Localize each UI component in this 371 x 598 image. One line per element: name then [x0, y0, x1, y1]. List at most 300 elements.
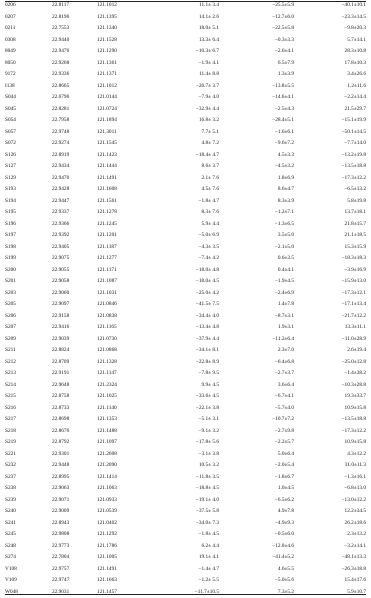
latitude-cell: 22.9416 — [52, 322, 97, 334]
value-b-cell: 3.6±6.4 — [219, 380, 294, 392]
value-a-cell: −5.1± 3.1 — [153, 414, 219, 426]
value-b-cell: 8.6±4.7 — [219, 184, 294, 196]
value-a-cell: −41.5± 7.5 — [153, 299, 219, 311]
longitude-cell: 121.1395 — [97, 12, 153, 24]
station-id-cell: S193 — [5, 184, 52, 196]
table-row — [5, 483, 366, 495]
station-id-cell: 0308 — [5, 35, 52, 47]
table-row — [5, 449, 366, 461]
value-c-cell: 15.3±15.9 — [294, 242, 366, 254]
value-c-cell: −13.5±18.8 — [294, 414, 366, 426]
value-b-cell: −0.5±6.0 — [219, 529, 294, 541]
station-id-cell: S126 — [5, 150, 52, 162]
value-a-cell: −1.8± 4.7 — [153, 196, 219, 208]
value-c-cell: 19.3±33.7 — [294, 391, 366, 403]
station-id-cell: S203 — [5, 288, 52, 300]
longitude-cell: 121.1545 — [97, 138, 153, 150]
latitude-cell: 22.9648 — [52, 380, 97, 392]
station-table-body — [5, 0, 366, 598]
value-a-cell: −22.1± 3.8 — [153, 403, 219, 415]
longitude-cell: 121.1278 — [97, 207, 153, 219]
longitude-cell: 121.1012 — [97, 81, 153, 93]
station-id-cell: S245 — [5, 529, 52, 541]
latitude-cell: 22.7553 — [52, 23, 97, 35]
station-id-cell: S201 — [5, 276, 52, 288]
station-id-cell: S197 — [5, 230, 52, 242]
station-id-cell: S215 — [5, 391, 52, 403]
longitude-cell: 121.1663 — [97, 575, 153, 587]
value-c-cell: −6.8±13.0 — [294, 483, 366, 495]
latitude-cell: 22.9268 — [52, 58, 97, 70]
table-row — [5, 345, 366, 357]
value-c-cell: −17.3±12.2 — [294, 173, 366, 185]
value-a-cell: −18.0± 4.5 — [153, 276, 219, 288]
station-id-cell: S216 — [5, 403, 52, 415]
table-row — [5, 368, 366, 380]
longitude-cell: 121.0933 — [97, 495, 153, 507]
value-c-cell: 1.2±11.6 — [294, 81, 366, 93]
latitude-cell: 22.9808 — [52, 529, 97, 541]
station-id-cell: V109 — [5, 575, 52, 587]
table-row — [5, 552, 366, 564]
value-a-cell: −1.8± 4.5 — [153, 529, 219, 541]
value-a-cell: −37.9± 4.4 — [153, 334, 219, 346]
latitude-cell: 22.9428 — [52, 184, 97, 196]
value-a-cell: −17.8± 5.6 — [153, 437, 219, 449]
value-c-cell: −11.0±28.9 — [294, 334, 366, 346]
value-c-cell: −48.1±13.3 — [294, 552, 366, 564]
latitude-cell: 22.9748 — [52, 127, 97, 139]
latitude-cell: 22.9440 — [52, 35, 97, 47]
value-b-cell: −41.4±5.2 — [219, 552, 294, 564]
value-a-cell: 18.0± 5.1 — [153, 23, 219, 35]
value-c-cell: −23.3±14.5 — [294, 12, 366, 24]
station-id-cell: S207 — [5, 322, 52, 334]
value-a-cell: −37.5± 5.8 — [153, 506, 219, 518]
table-row — [5, 58, 366, 70]
table-row — [5, 196, 366, 208]
value-b-cell: 1.3±3.9 — [219, 69, 294, 81]
table-row — [5, 69, 366, 81]
table-row — [5, 403, 366, 415]
station-id-cell: S212 — [5, 357, 52, 369]
value-b-cell: −5.0±5.6 — [219, 575, 294, 587]
bottom-rule — [5, 594, 366, 595]
longitude-cell: 121.1087 — [97, 276, 153, 288]
value-b-cell: 1.8±6.9 — [219, 173, 294, 185]
station-id-cell: 0206 — [5, 0, 52, 12]
latitude-cell: 22.9031 — [52, 587, 97, 598]
longitude-cell: 121.1245 — [97, 219, 153, 231]
longitude-cell: 121.1561 — [97, 196, 153, 208]
value-c-cell: −6.5±13.2 — [294, 184, 366, 196]
value-a-cell: −1.2± 5.5 — [153, 575, 219, 587]
longitude-cell: 121.1371 — [97, 69, 153, 81]
value-b-cell: −22.5±5.8 — [219, 23, 294, 35]
table-row — [5, 219, 366, 231]
value-b-cell: −25.5±5.9 — [219, 0, 294, 12]
longitude-cell: 121.0539 — [97, 506, 153, 518]
table-row — [5, 334, 366, 346]
value-b-cell: 2.3±7.0 — [219, 345, 294, 357]
longitude-cell: 121.1165 — [97, 322, 153, 334]
value-a-cell: −1.9± 4.1 — [153, 58, 219, 70]
value-a-cell: −22.8± 8.9 — [153, 357, 219, 369]
station-id-cell: S045 — [5, 104, 52, 116]
longitude-cell: 121.1097 — [97, 437, 153, 449]
value-b-cell: −6.4±6.8 — [219, 357, 294, 369]
station-id-cell: S200 — [5, 265, 52, 277]
latitude-cell: 22.9191 — [52, 368, 97, 380]
value-b-cell: −6.5±6.2 — [219, 495, 294, 507]
table-row — [5, 115, 366, 127]
value-a-cell: 4.8± 7.2 — [153, 138, 219, 150]
value-b-cell: −1.8±6.7 — [219, 472, 294, 484]
table-row — [5, 426, 366, 438]
table-row — [5, 207, 366, 219]
latitude-cell: 22.7804 — [52, 552, 97, 564]
value-c-cell: −1.3±16.1 — [294, 472, 366, 484]
value-b-cell: −2.7±9.8 — [219, 426, 294, 438]
table-row — [5, 138, 366, 150]
longitude-cell: 121.0730 — [97, 334, 153, 346]
station-id-cell: S240 — [5, 506, 52, 518]
longitude-cell: 121.1608 — [97, 184, 153, 196]
latitude-cell: 22.9336 — [52, 69, 97, 81]
table-row — [5, 92, 366, 104]
station-id-cell: S205 — [5, 299, 52, 311]
value-a-cell: −10.3± 6.7 — [153, 46, 219, 58]
value-a-cell: −3.1± 3.8 — [153, 449, 219, 461]
latitude-cell: 22.9392 — [52, 230, 97, 242]
station-id-cell: S195 — [5, 207, 52, 219]
value-a-cell: 11.1± 3.4 — [153, 0, 219, 12]
longitude-cell: 121.1353 — [97, 414, 153, 426]
station-id-cell: S211 — [5, 345, 52, 357]
station-id-cell: S072 — [5, 138, 52, 150]
value-c-cell: 28.3±10.8 — [294, 46, 366, 58]
latitude-cell: 22.9448 — [52, 460, 97, 472]
latitude-cell: 22.9366 — [52, 219, 97, 231]
value-b-cell: −13.8±5.5 — [219, 81, 294, 93]
value-a-cell: −18.0± 4.8 — [153, 265, 219, 277]
value-b-cell: 4.6±5.5 — [219, 564, 294, 576]
value-c-cell: 4.3±12.2 — [294, 449, 366, 461]
value-c-cell: 21.8±15.7 — [294, 219, 366, 231]
longitude-cell: 121.0724 — [97, 104, 153, 116]
value-a-cell: 8.6± 3.7 — [153, 161, 219, 173]
value-b-cell: −28.4±5.1 — [219, 115, 294, 127]
value-b-cell: −10.7±7.2 — [219, 414, 294, 426]
table-row — [5, 495, 366, 507]
longitude-cell: 121.1025 — [97, 391, 153, 403]
value-c-cell: 21.5±29.7 — [294, 104, 366, 116]
station-id-cell: S239 — [5, 495, 52, 507]
value-a-cell: −32.9± 4.4 — [153, 104, 219, 116]
table-row — [5, 357, 366, 369]
value-a-cell: −34.4± 4.0 — [153, 311, 219, 323]
value-c-cell: −21.7±12.2 — [294, 311, 366, 323]
value-b-cell: 4.9±7.8 — [219, 506, 294, 518]
longitude-cell: 121.1328 — [97, 357, 153, 369]
table-row — [5, 437, 366, 449]
longitude-cell: 121.1894 — [97, 115, 153, 127]
value-b-cell: −14.6±4.1 — [219, 92, 294, 104]
value-a-cell: −18.4± 4.7 — [153, 150, 219, 162]
station-id-cell: S241 — [5, 518, 52, 530]
latitude-cell: 22.8676 — [52, 426, 97, 438]
longitude-cell: 121.1340 — [97, 23, 153, 35]
value-c-cell: −26.3±18.8 — [294, 564, 366, 576]
value-c-cell: −13.5±18.8 — [294, 161, 366, 173]
latitude-cell: 22.8792 — [52, 437, 97, 449]
value-b-cell: 4.5±3.3 — [219, 150, 294, 162]
station-id-cell: S274 — [5, 552, 52, 564]
value-b-cell: 3.5±5.0 — [219, 230, 294, 242]
value-a-cell: −13.4± 4.8 — [153, 322, 219, 334]
table-row — [5, 541, 366, 553]
value-b-cell: −2.0±5.4 — [219, 460, 294, 472]
value-b-cell: 1.9±3.1 — [219, 322, 294, 334]
value-a-cell: −7.9± 4.0 — [153, 92, 219, 104]
latitude-cell: 22.9097 — [52, 299, 97, 311]
longitude-cell: 121.1414 — [97, 472, 153, 484]
value-b-cell: 7.3±5.2 — [219, 587, 294, 598]
station-id-cell: S238 — [5, 483, 52, 495]
value-a-cell: 6.2± 4.4 — [153, 541, 219, 553]
longitude-cell: 121.0144 — [97, 92, 153, 104]
longitude-cell: 121.1290 — [97, 46, 153, 58]
table-row — [5, 311, 366, 323]
value-c-cell: −25.0±12.8 — [294, 357, 366, 369]
value-c-cell: 5.9±10.7 — [294, 587, 366, 598]
station-id-cell: S127 — [5, 161, 52, 173]
table-row — [5, 161, 366, 173]
value-b-cell: −4.9±9.3 — [219, 518, 294, 530]
longitude-cell: 121.1063 — [97, 483, 153, 495]
value-c-cell: −17.3±12.1 — [294, 288, 366, 300]
value-b-cell: −2.7±3.7 — [219, 368, 294, 380]
station-table — [5, 0, 366, 598]
value-b-cell: −1.2±7.1 — [219, 207, 294, 219]
station-id-cell: S057 — [5, 127, 52, 139]
value-c-cell: −2.2±14.4 — [294, 92, 366, 104]
longitude-cell: 121.1491 — [97, 564, 153, 576]
longitude-cell: 121.1005 — [97, 552, 153, 564]
value-a-cell: −1.4± 4.7 — [153, 564, 219, 576]
value-a-cell: −19.1± 4.0 — [153, 495, 219, 507]
latitude-cell: 22.9434 — [52, 161, 97, 173]
value-c-cell: −10.3±28.8 — [294, 380, 366, 392]
value-c-cell: 2.3±13.2 — [294, 529, 366, 541]
latitude-cell: 22.9447 — [52, 196, 97, 208]
table-row — [5, 265, 366, 277]
latitude-cell: 22.6796 — [52, 92, 97, 104]
value-a-cell: −9.1± 3.2 — [153, 426, 219, 438]
value-a-cell: −11.7±10.5 — [153, 587, 219, 598]
value-a-cell: −26.7± 3.7 — [153, 81, 219, 93]
table-row — [5, 184, 366, 196]
longitude-cell: 121.0846 — [97, 299, 153, 311]
value-c-cell: 26.2±18.6 — [294, 518, 366, 530]
latitude-cell: 22.9063 — [52, 483, 97, 495]
station-id-cell: S129 — [5, 173, 52, 185]
value-a-cell: 14.1± 2.6 — [153, 12, 219, 24]
latitude-cell: 22.8665 — [52, 81, 97, 93]
station-id-cell: S232 — [5, 460, 52, 472]
latitude-cell: 22.9476 — [52, 46, 97, 58]
longitude-cell: 121.1457 — [97, 587, 153, 598]
value-a-cell: −18.8± 4.5 — [153, 483, 219, 495]
station-id-cell: S199 — [5, 253, 52, 265]
table-row — [5, 12, 366, 24]
latitude-cell: 22.9158 — [52, 311, 97, 323]
value-b-cell: −1.3±6.5 — [219, 219, 294, 231]
latitude-cell: 22.8117 — [52, 0, 97, 12]
value-b-cell: −1.6±6.1 — [219, 127, 294, 139]
longitude-cell: 121.2608 — [97, 449, 153, 461]
value-a-cell: −33.6± 4.5 — [153, 391, 219, 403]
station-id-cell: S198 — [5, 242, 52, 254]
latitude-cell: 22.8196 — [52, 12, 97, 24]
latitude-cell: 22.9075 — [52, 253, 97, 265]
value-a-cell: −4.3± 3.5 — [153, 242, 219, 254]
value-c-cell: 13.3±11.1 — [294, 322, 366, 334]
station-id-cell: 8049 — [5, 46, 52, 58]
longitude-cell: 121.1171 — [97, 265, 153, 277]
longitude-cell: 121.1444 — [97, 161, 153, 173]
value-c-cell: −40.1±10.1 — [294, 0, 366, 12]
latitude-cell: 22.9757 — [52, 564, 97, 576]
station-id-cell: V108 — [5, 564, 52, 576]
latitude-cell: 22.9071 — [52, 495, 97, 507]
station-id-cell: S196 — [5, 219, 52, 231]
value-c-cell: −3.2±14.1 — [294, 541, 366, 553]
latitude-cell: 22.8733 — [52, 403, 97, 415]
value-c-cell: −50.1±14.5 — [294, 127, 366, 139]
value-c-cell: 10.9±15.8 — [294, 437, 366, 449]
table-row — [5, 575, 366, 587]
latitude-cell: 22.7958 — [52, 115, 97, 127]
value-a-cell: 9.9± 4.5 — [153, 380, 219, 392]
value-c-cell: 17.8±10.3 — [294, 58, 366, 70]
station-id-cell: 0211 — [5, 23, 52, 35]
longitude-cell: 121.1140 — [97, 403, 153, 415]
latitude-cell: 22.8919 — [52, 150, 97, 162]
longitude-cell: 121.1012 — [97, 0, 153, 12]
latitude-cell: 22.9405 — [52, 242, 97, 254]
value-c-cell: −13.0±12.2 — [294, 495, 366, 507]
station-id-cell: 8050 — [5, 58, 52, 70]
value-a-cell: 16.8± 3.2 — [153, 115, 219, 127]
table-row — [5, 380, 366, 392]
longitude-cell: 121.0868 — [97, 345, 153, 357]
longitude-cell: 121.1292 — [97, 529, 153, 541]
table-row — [5, 414, 366, 426]
station-id-cell: S054 — [5, 115, 52, 127]
latitude-cell: 22.8943 — [52, 518, 97, 530]
value-b-cell: −9.6±7.2 — [219, 138, 294, 150]
value-b-cell: −2.1±5.0 — [219, 242, 294, 254]
station-id-cell: S213 — [5, 368, 52, 380]
value-c-cell: −15.9±13.0 — [294, 276, 366, 288]
longitude-cell: 121.0838 — [97, 311, 153, 323]
latitude-cell: 22.8709 — [52, 357, 97, 369]
value-b-cell: 6.5±7.9 — [219, 58, 294, 70]
longitude-cell: 121.1528 — [97, 35, 153, 47]
table-row — [5, 322, 366, 334]
value-a-cell: 4.5± 7.6 — [153, 184, 219, 196]
latitude-cell: 22.9301 — [52, 449, 97, 461]
latitude-cell: 22.8281 — [52, 104, 97, 116]
longitude-cell: 121.2090 — [97, 460, 153, 472]
value-a-cell: −7.8± 9.5 — [153, 368, 219, 380]
station-id-cell: W048 — [5, 587, 52, 598]
value-b-cell: 0.4±4.1 — [219, 265, 294, 277]
station-id-cell: S221 — [5, 449, 52, 461]
value-c-cell: 3.4±26.6 — [294, 69, 366, 81]
value-b-cell: −11.2±6.4 — [219, 334, 294, 346]
value-c-cell: −3.9±16.9 — [294, 265, 366, 277]
station-id-cell: S218 — [5, 426, 52, 438]
value-c-cell: −13.2±19.8 — [294, 150, 366, 162]
table-row — [5, 127, 366, 139]
value-c-cell: −17.3±12.2 — [294, 426, 366, 438]
table-row — [5, 506, 366, 518]
latitude-cell: 22.9747 — [52, 575, 97, 587]
value-c-cell: −15.1±19.9 — [294, 115, 366, 127]
value-c-cell: 15.4±17.6 — [294, 575, 366, 587]
latitude-cell: 22.8995 — [52, 472, 97, 484]
latitude-cell: 22.9470 — [52, 173, 97, 185]
value-b-cell: −4.5±3.2 — [219, 161, 294, 173]
longitude-cell: 121.1491 — [97, 173, 153, 185]
longitude-cell: 121.1277 — [97, 253, 153, 265]
longitude-cell: 121.1423 — [97, 150, 153, 162]
latitude-cell: 22.9274 — [52, 138, 97, 150]
value-a-cell: −25.0± 4.2 — [153, 288, 219, 300]
station-id-cell: S214 — [5, 380, 52, 392]
table-row — [5, 0, 366, 12]
value-a-cell: −34.0± 7.3 — [153, 518, 219, 530]
table-row — [5, 564, 366, 576]
value-b-cell: −2.2±5.7 — [219, 437, 294, 449]
station-id-cell: I138 — [5, 81, 52, 93]
value-b-cell: −2.5±4.3 — [219, 104, 294, 116]
longitude-cell: 121.1031 — [97, 288, 153, 300]
value-b-cell: −12.7±6.0 — [219, 12, 294, 24]
value-a-cell: −11.8± 3.5 — [153, 472, 219, 484]
longitude-cell: 121.3011 — [97, 127, 153, 139]
value-a-cell: −7.4± 4.2 — [153, 253, 219, 265]
table-row — [5, 23, 366, 35]
value-b-cell: −1.9±4.5 — [219, 276, 294, 288]
table-row — [5, 518, 366, 530]
station-id-cell: S217 — [5, 414, 52, 426]
table-row — [5, 242, 366, 254]
longitude-cell: 121.1361 — [97, 58, 153, 70]
table-row — [5, 529, 366, 541]
table-row — [5, 299, 366, 311]
value-a-cell: 13.3± 6.4 — [153, 35, 219, 47]
longitude-cell: 121.1187 — [97, 242, 153, 254]
value-c-cell: −17.1±13.4 — [294, 299, 366, 311]
value-c-cell: 31.0±11.3 — [294, 460, 366, 472]
value-c-cell: −7.7±14.0 — [294, 138, 366, 150]
value-b-cell: −5.7±4.0 — [219, 403, 294, 415]
value-a-cell: 11.4± 8.8 — [153, 69, 219, 81]
value-b-cell: −2.4±6.9 — [219, 288, 294, 300]
